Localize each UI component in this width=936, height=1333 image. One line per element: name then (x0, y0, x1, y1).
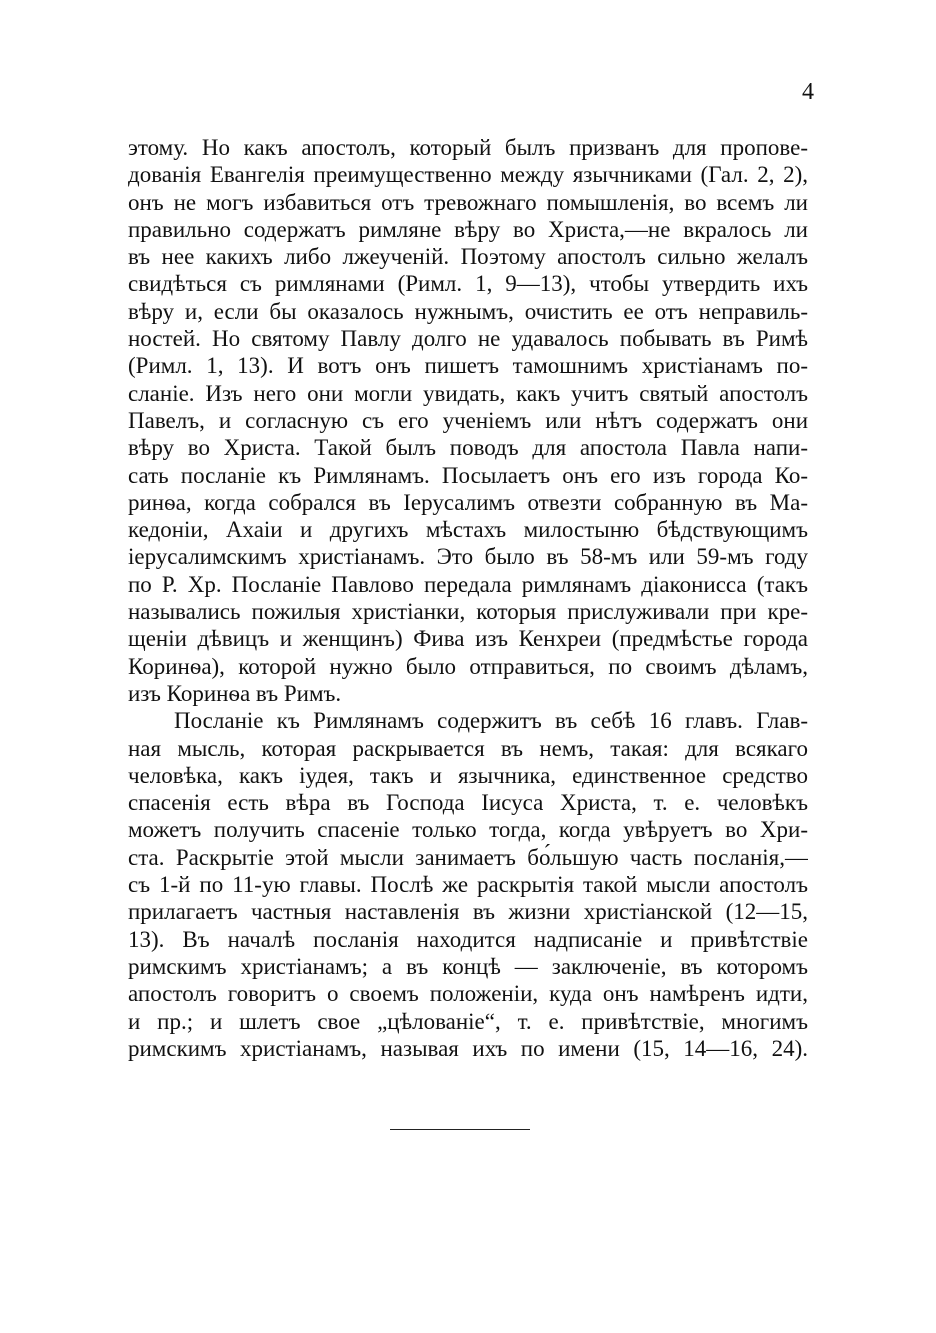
text-line: щеніи дѣвицъ и женщинъ) Фива изъ Кенхреи (предмѣстье города (128, 626, 808, 652)
body-text (128, 134, 808, 1062)
paragraph-1 (128, 134, 808, 707)
text-line: римскимъ христіанамъ, называя ихъ по имени (15, 14—16, 24). (128, 1035, 808, 1061)
text-line: Посланіе къ Римлянамъ содержитъ въ себѣ 16 главъ. Глав- (174, 708, 808, 734)
text-line: іерусалимскимъ христіанамъ. Это было въ 58-мъ или 59-мъ году (128, 544, 808, 570)
text-line: ная мысль, которая раскрывается въ немъ, такая: для всякаго (128, 735, 808, 761)
text-line: прилагаетъ частныя наставленія въ жизни христіанской (12—15, (128, 899, 808, 925)
text-line: онъ не могъ избавиться отъ тревожнаго помышленія, во всемъ ли (128, 189, 808, 215)
text-line: римскимъ христіанамъ; а въ концѣ — заключеніе, въ которомъ (128, 953, 808, 979)
text-line: этому. Но какъ апостолъ, который былъ призванъ для пропове- (128, 135, 808, 160)
text-line: Павелъ, и согласную съ его ученіемъ или нѣтъ содержатъ они (128, 407, 808, 433)
text-line: съ 1-й по 11-ую главы. Послѣ же раскрытія такой мысли апостолъ (128, 872, 808, 898)
text-line: вѣру во Христа. Такой былъ поводъ для апостола Павла напи- (128, 435, 808, 461)
text-line: свидѣться съ римлянами (Римл. 1, 9—13), чтобы утвердить ихъ (128, 271, 808, 297)
text-line: въ нее какихъ либо лжеученій. Поэтому апостолъ сильно желалъ (128, 244, 808, 270)
text-line: по Р. Хр. Посланіе Павлово передала римлянамъ діакониcса (такъ (128, 571, 808, 597)
text-line: назывались пожилыя христіанки, которыя прислуживали при кре- (128, 599, 808, 625)
text-line: (Римл. 1, 13). И вотъ онъ пишетъ тамошнимъ христіанамъ по- (128, 353, 808, 379)
text-line: 13). Въ началѣ посланія находится надписаніе и привѣтствіе (128, 926, 808, 952)
text-line: кедоніи, Ахаіи и другихъ мѣстахъ милостыню бѣдствующимъ (128, 517, 808, 543)
text-line: ста. Раскрытіе этой мысли занимаетъ бо́льшую часть посланія,— (128, 844, 808, 870)
text-line: сать посланіе къ Римлянамъ. Посылаетъ онъ его изъ города Ко- (128, 462, 808, 488)
text-line: апостолъ говоритъ о своемъ положеніи, куда онъ намѣренъ идти, (128, 981, 808, 1007)
section-divider (390, 1129, 530, 1130)
text-line: и пр.; и шлетъ свое „цѣлованіе“, т. е. привѣтствіе, многимъ (128, 1008, 808, 1034)
text-line: изъ Коринѳа въ Римъ. (128, 680, 342, 706)
text-line: вѣру и, если бы оказалось нужнымъ, очистить ее отъ неправиль- (128, 298, 808, 324)
text-line: Коринѳа), которой нужно было отправиться, по своимъ дѣламъ, (128, 653, 808, 679)
text-line: дованія Евангелія преимущественно между язычниками (Гал. 2, 2), (128, 162, 808, 188)
text-line: спасенія есть вѣра въ Господа Іисуса Христа, т. е. человѣкъ (128, 790, 808, 816)
text-line: сланіе. Изъ него они могли увидать, какъ учитъ святый апостолъ (128, 380, 808, 406)
text-line: можетъ получить спасеніе только тогда, когда увѣруетъ во Хри- (128, 817, 808, 843)
paragraph-2 (128, 707, 808, 1062)
text-line: ностей. Но святому Павлу долго не удавалось побывать въ Римѣ (128, 326, 808, 352)
text-line: человѣка, какъ іудея, такъ и язычника, единственное средство (128, 762, 808, 788)
text-line: правильно содержатъ римляне вѣру во Христа,—не вкралось ли (128, 216, 808, 242)
page-number: 4 (802, 79, 814, 105)
text-line: ринѳа, когда собрался въ Іерусалимъ отвезти собранную въ Ма- (128, 489, 808, 515)
